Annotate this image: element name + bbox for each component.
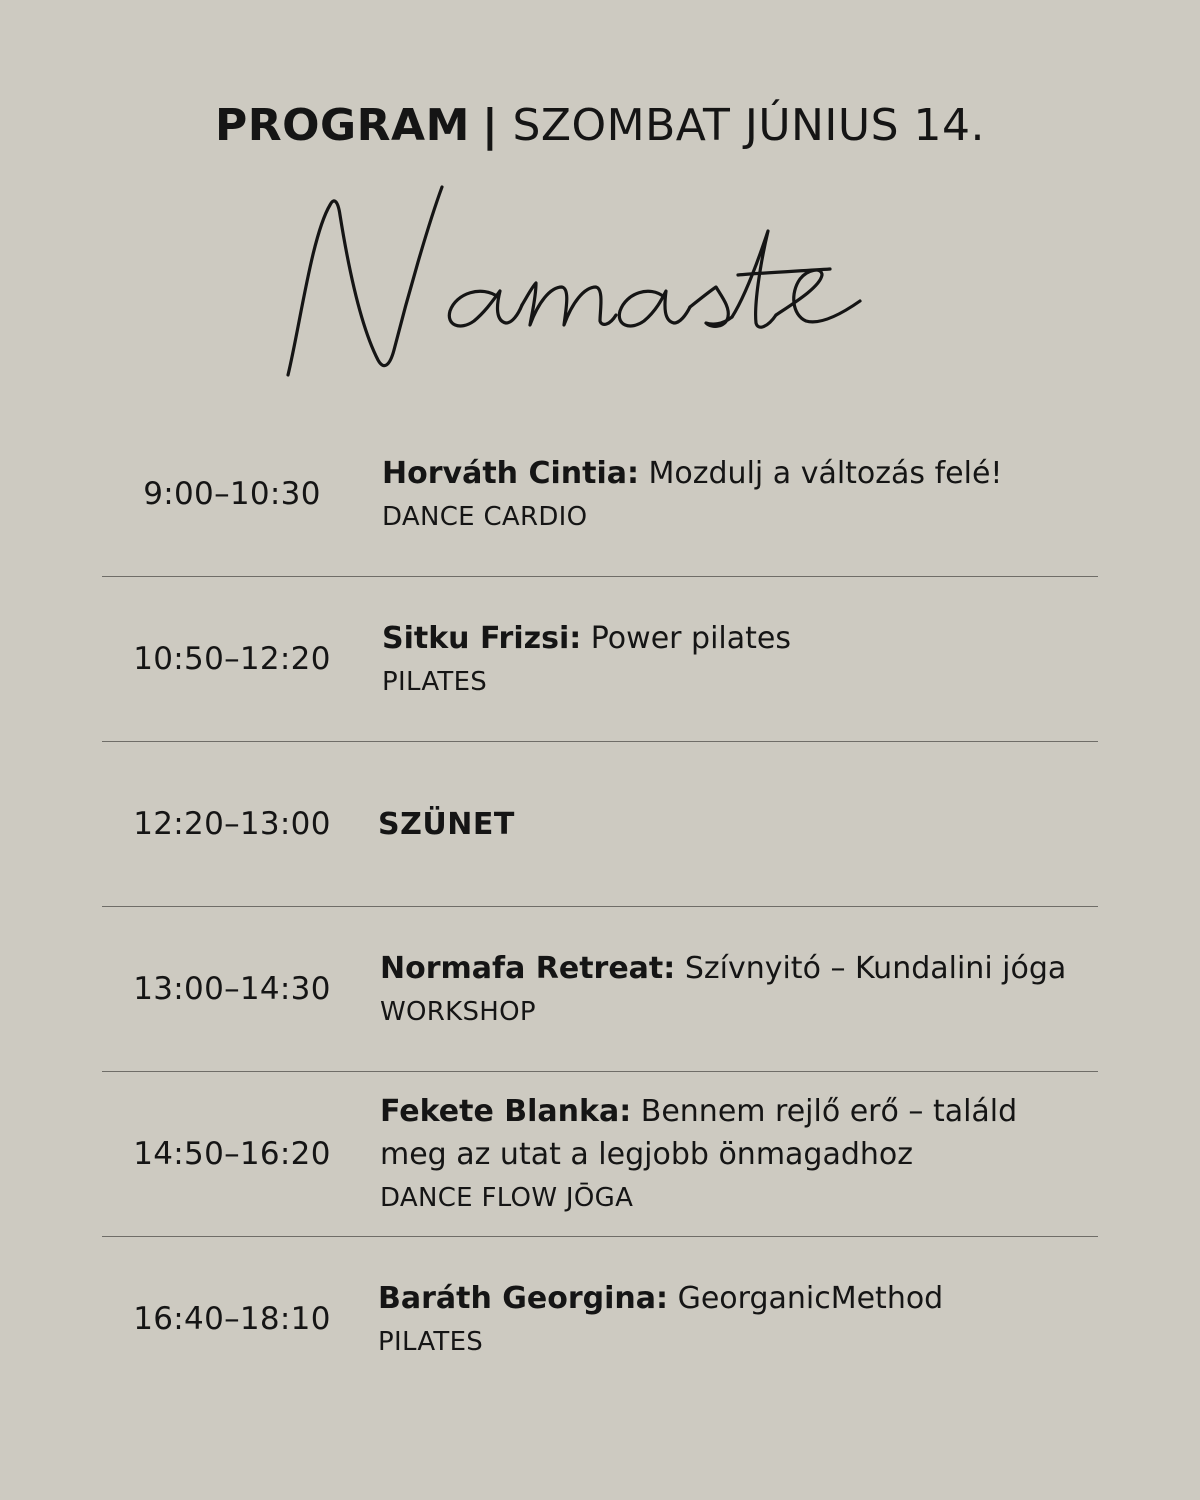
session-title-line [382, 452, 1112, 495]
session-content [380, 1072, 1058, 1236]
header-separator: | [481, 100, 499, 151]
session-category: PILATES [378, 1326, 484, 1357]
session-speaker: Baráth Georgina: [378, 1280, 669, 1316]
schedule-row [102, 907, 1098, 1072]
session-talk: Szívnyitó – Kundalini jóga [684, 950, 1067, 986]
session-category: WORKSHOP [380, 996, 536, 1027]
schedule-row [102, 1237, 1098, 1401]
session-content [378, 1237, 1112, 1401]
session-title-line [380, 1090, 1058, 1176]
session-category: DANCE CARDIO [382, 501, 588, 532]
session-speaker: Sitku Frizsi: [382, 620, 582, 656]
page-header [0, 96, 1200, 156]
schedule-row [102, 1072, 1098, 1237]
header-program: PROGRAM [214, 100, 470, 151]
session-title-line [382, 617, 1112, 660]
session-speaker: Horváth Cintia: [382, 455, 639, 491]
schedule-row [102, 577, 1098, 742]
schedule-list [102, 412, 1098, 1401]
session-content [382, 577, 1112, 741]
schedule-row [102, 412, 1098, 577]
session-content [382, 412, 1112, 576]
session-category: DANCE FLOW JŌGA [380, 1183, 634, 1213]
namaste-script-title [260, 175, 940, 395]
break-content [378, 742, 1112, 906]
namaste-handwriting [260, 175, 940, 395]
session-time: 10:50–12:20 [133, 641, 331, 677]
break-label: SZÜNET [378, 806, 515, 842]
session-talk: Mozdulj a változás felé! [648, 455, 1003, 491]
session-speaker: Fekete Blanka: [380, 1094, 632, 1129]
header-date: SZOMBAT JÚNIUS 14. [512, 100, 986, 151]
session-category: PILATES [382, 666, 488, 697]
session-time: 14:50–16:20 [133, 1136, 331, 1172]
session-content [380, 907, 1112, 1071]
schedule-row-break [102, 742, 1098, 907]
session-title-line [380, 947, 1112, 990]
break-time: 12:20–13:00 [133, 806, 331, 842]
session-time: 9:00–10:30 [143, 476, 321, 512]
session-title-line [378, 1277, 1112, 1320]
session-talk: GeorganicMethod [677, 1280, 944, 1316]
session-talk: Bennem rejlő erő – találd meg az utat a legjobb önmagadhoz [380, 1094, 1018, 1172]
session-speaker: Normafa Retreat: [380, 950, 676, 986]
session-time: 13:00–14:30 [133, 971, 331, 1007]
session-talk: Power pilates [590, 620, 791, 656]
session-time: 16:40–18:10 [133, 1301, 331, 1337]
